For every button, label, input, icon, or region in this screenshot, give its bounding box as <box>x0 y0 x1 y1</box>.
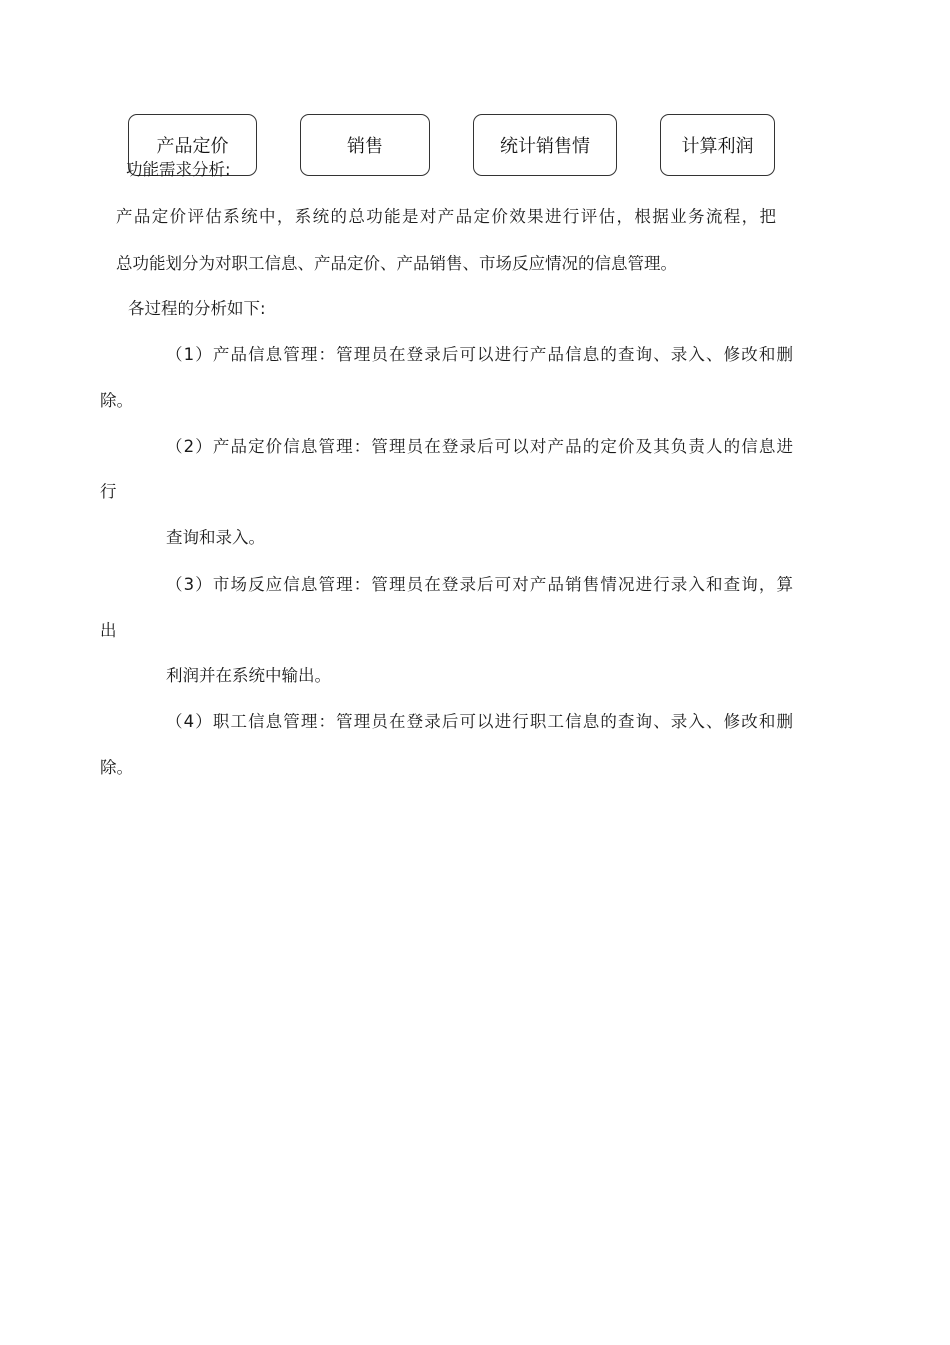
item-3-line: （3）市场反应信息管理：管理员在登录后可对产品销售情况进行录入和查询，算 <box>166 575 793 594</box>
item-2-wrap: 行 <box>100 482 117 501</box>
flow-box-profit: 计算利润 <box>660 114 775 176</box>
item-4-wrap: 除。 <box>100 758 133 777</box>
process-intro: 各过程的分析如下: <box>128 299 266 318</box>
item-3-wrap: 出 <box>100 621 117 640</box>
flow-box-pricing: 产品定价 <box>128 114 257 176</box>
flow-box-sales: 销售 <box>300 114 430 176</box>
intro-line-1: 产品定价评估系统中，系统的总功能是对产品定价效果进行评估，根据业务流程，把 <box>116 207 776 226</box>
intro-line-2: 总功能划分为对职工信息、产品定价、产品销售、市场反应情况的信息管理。 <box>116 254 677 273</box>
item-2-line: （2）产品定价信息管理：管理员在登录后可以对产品的定价及其负责人的信息进 <box>166 437 793 456</box>
item-1-line: （1）产品信息管理：管理员在登录后可以进行产品信息的查询、录入、修改和删 <box>166 345 793 364</box>
item-3-cont: 利润并在系统中输出。 <box>166 666 331 685</box>
item-1-wrap: 除。 <box>100 391 133 410</box>
section-heading: 功能需求分析: <box>126 160 231 179</box>
item-2-cont: 查询和录入。 <box>166 528 265 547</box>
flow-box-sales-stats: 统计销售情 <box>473 114 617 176</box>
item-4-line: （4）职工信息管理：管理员在登录后可以进行职工信息的查询、录入、修改和删 <box>166 712 793 731</box>
